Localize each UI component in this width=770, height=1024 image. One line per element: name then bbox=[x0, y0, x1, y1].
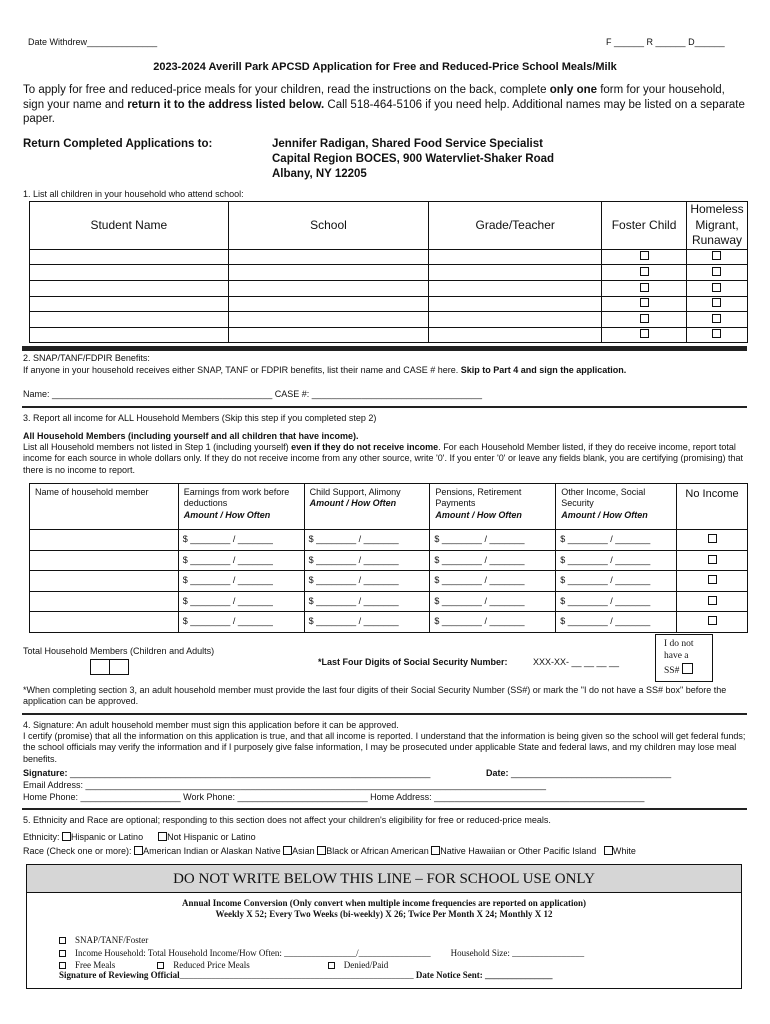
homeless-cell bbox=[686, 312, 747, 328]
total-members-label: Total Household Members (Children and Adults) bbox=[23, 646, 215, 656]
col-homeless: Homeless Migrant, Runaway bbox=[686, 202, 747, 250]
no-income-checkbox[interactable] bbox=[708, 616, 717, 625]
income-amount-cell[interactable]: $ ________ / _______ bbox=[178, 571, 304, 592]
section-divider bbox=[22, 406, 747, 408]
col-school: School bbox=[228, 202, 429, 250]
section-divider bbox=[22, 808, 747, 810]
school-use-box: DO NOT WRITE BELOW THIS LINE – FOR SCHOOL USE ONLY Annual Income Conversion (Only convert when multiple income frequencies are reported on application) Weekly X 52; Every Two Weeks (bi-weekly) X 26; Twice Per Month X 24; Monthly X 12 SNAP/TANF/Foster Income Household: Total Household Income/How Often: ________________/________________ Household Size: ________________ Free Meals Reduced Price Meals Denied/Paid Signature of Reviewing Official____________________________________________________ Date Notice Sent: _______________ bbox=[26, 864, 742, 989]
school-cell[interactable] bbox=[228, 280, 429, 296]
race-native-american-checkbox[interactable] bbox=[134, 846, 143, 855]
signature-row: Signature: ________________________________________________________________________ bbox=[23, 768, 431, 778]
no-income-checkbox[interactable] bbox=[708, 534, 717, 543]
col-foster-child: Foster Child bbox=[602, 202, 687, 250]
income-amount-cell[interactable]: $ ________ / _______ bbox=[304, 571, 430, 592]
income-amount-cell[interactable]: $ ________ / _______ bbox=[178, 612, 304, 633]
foster-child-checkbox[interactable] bbox=[640, 298, 649, 307]
race-row: Race (Check one or more): American Indian or Alaskan Native Asian Black or African American Native Hawaiian or Other Pacific Island White bbox=[23, 846, 636, 856]
income-amount-cell[interactable]: $ ________ / _______ bbox=[556, 550, 677, 571]
step3-bold-line: All Household Members (including yourself and all children that have income). bbox=[23, 431, 359, 441]
child-row bbox=[30, 280, 748, 296]
household-member-row bbox=[30, 550, 748, 571]
child-row bbox=[30, 249, 748, 265]
income-amount-cell[interactable]: $ ________ / _______ bbox=[430, 571, 556, 592]
no-income-checkbox[interactable] bbox=[708, 555, 717, 564]
reduced-meals-checkbox[interactable] bbox=[157, 962, 164, 969]
not-hispanic-checkbox[interactable] bbox=[158, 832, 167, 841]
income-amount-cell[interactable]: $ ________ / _______ bbox=[556, 571, 677, 592]
foster-cell bbox=[602, 249, 687, 265]
certify-text: I certify (promise) that all the information on this application is true, and that all income is reported. I understand that the information is being given so the school will get federal funds; the school officials may verify the information and if I purposely give false information, I may be prosecuted under applicable State and federal laws, and my children may lose meal benefits. bbox=[23, 731, 746, 764]
income-col-header: No Income bbox=[677, 484, 748, 530]
income-col-header: Pensions, Retirement Payments Amount / How Often bbox=[430, 484, 556, 530]
homeless-cell bbox=[686, 296, 747, 312]
conversion-line-1: Annual Income Conversion (Only convert when multiple income frequencies are reported on application) bbox=[182, 898, 586, 908]
hispanic-checkbox[interactable] bbox=[62, 832, 71, 841]
step5-heading: 5. Ethnicity and Race are optional; responding to this section does not affect your children's eligibility for free or reduced-price meals. bbox=[23, 815, 551, 825]
homeless-checkbox[interactable] bbox=[712, 314, 721, 323]
foster-cell bbox=[602, 265, 687, 281]
homeless-cell bbox=[686, 249, 747, 265]
member-name-cell[interactable] bbox=[30, 571, 179, 592]
member-name-cell[interactable] bbox=[30, 530, 179, 551]
homeless-cell bbox=[686, 265, 747, 281]
frd-field[interactable]: F ______ R ______ D______ bbox=[606, 37, 725, 47]
no-income-cell bbox=[677, 571, 748, 592]
income-household-checkbox[interactable] bbox=[59, 950, 66, 957]
date-field[interactable]: ________________________________ bbox=[508, 768, 672, 778]
school-cell[interactable] bbox=[228, 296, 429, 312]
no-income-cell bbox=[677, 612, 748, 633]
homeless-cell bbox=[686, 327, 747, 343]
free-meals-checkbox[interactable] bbox=[59, 962, 66, 969]
date-row: Date: ________________________________ bbox=[486, 768, 672, 778]
return-address: Jennifer Radigan, Shared Food Service Specialist Capital Region BOCES, 900 Watervliet-Shaker Road Albany, NY 12205 bbox=[272, 138, 555, 180]
col-student-name: Student Name bbox=[30, 202, 229, 250]
step2-heading: 2. SNAP/TANF/FDPIR Benefits: bbox=[23, 353, 150, 363]
step3-instructions: List all Household members not listed in Step 1 (including yourself) even if they do not receive income. For each Household Member listed, if they do receive income, report total income for each source in whole dollars only. If they do not receive income from any other source, write '0'. If you enter '0' or leave any fields blank, you are certifying (promising) that there is no income to report. bbox=[23, 442, 744, 475]
foster-child-checkbox[interactable] bbox=[640, 283, 649, 292]
step1-heading: 1. List all children in your household who attend school: bbox=[23, 189, 244, 199]
homeless-cell bbox=[686, 280, 747, 296]
income-amount-cell[interactable]: $ ________ / _______ bbox=[556, 530, 677, 551]
reviewing-signature-field[interactable]: ____________________________________________________ bbox=[179, 970, 414, 980]
household-member-row bbox=[30, 591, 748, 612]
student-name-cell[interactable] bbox=[30, 296, 229, 312]
ssn-note: *When completing section 3, an adult household member must provide the last four digits of their Social Security Number (SS#) or mark the "I do not have a SS# box" before the application can be approved. bbox=[23, 685, 727, 707]
no-ssn-box: I do not have a SS# bbox=[655, 634, 713, 682]
foster-cell bbox=[602, 280, 687, 296]
grade-teacher-cell[interactable] bbox=[429, 265, 602, 281]
return-label: Return Completed Applications to: bbox=[23, 138, 213, 150]
income-amount-cell[interactable]: $ ________ / _______ bbox=[304, 550, 430, 571]
section-divider bbox=[22, 713, 747, 715]
homeless-checkbox[interactable] bbox=[712, 251, 721, 260]
student-name-cell[interactable] bbox=[30, 265, 229, 281]
no-income-cell bbox=[677, 530, 748, 551]
child-row bbox=[30, 265, 748, 281]
child-row bbox=[30, 327, 748, 343]
step3-heading: 3. Report all income for ALL Household Members (Skip this step if you completed step 2) bbox=[23, 413, 377, 423]
income-col-header: Child Support, Alimony Amount / How Often bbox=[304, 484, 430, 530]
no-income-cell bbox=[677, 591, 748, 612]
no-ssn-checkbox[interactable] bbox=[682, 663, 693, 674]
student-name-cell[interactable] bbox=[30, 312, 229, 328]
foster-child-checkbox[interactable] bbox=[640, 267, 649, 276]
grade-teacher-cell[interactable] bbox=[429, 296, 602, 312]
col-grade-teacher: Grade/Teacher bbox=[429, 202, 602, 250]
student-name-cell[interactable] bbox=[30, 327, 229, 343]
income-col-header: Earnings from work before deductions Amount / How Often bbox=[178, 484, 304, 530]
email-field[interactable]: Email Address: ____________________________________________________________________________________________ bbox=[23, 780, 547, 790]
signature-field[interactable]: ________________________________________________________________________ bbox=[67, 768, 431, 778]
total-members-box[interactable] bbox=[90, 659, 129, 675]
ssn-label: *Last Four Digits of Social Security Number: bbox=[318, 657, 508, 667]
student-name-cell[interactable] bbox=[30, 249, 229, 265]
household-member-row bbox=[30, 612, 748, 633]
no-income-cell bbox=[677, 550, 748, 571]
member-name-cell[interactable] bbox=[30, 612, 179, 633]
school-cell[interactable] bbox=[228, 265, 429, 281]
income-amount-cell[interactable]: $ ________ / _______ bbox=[304, 591, 430, 612]
homeless-checkbox[interactable] bbox=[712, 283, 721, 292]
income-amount-cell[interactable]: $ ________ / _______ bbox=[430, 530, 556, 551]
intro-paragraph: To apply for free and reduced-price meals for your children, read the instructions on the back, complete only one form for your household, sign your name and return it to the address listed below. Call 518-464-5106 if you need help. Additional names may be listed on a separate paper. bbox=[23, 84, 745, 126]
member-name-cell[interactable] bbox=[30, 591, 179, 612]
income-table bbox=[29, 483, 748, 633]
race-black-checkbox[interactable] bbox=[317, 846, 326, 855]
grade-teacher-cell[interactable] bbox=[429, 327, 602, 343]
income-amount-cell[interactable]: $ ________ / _______ bbox=[178, 530, 304, 551]
race-white-checkbox[interactable] bbox=[604, 846, 613, 855]
ssn-field[interactable]: XXX-XX- __ __ __ __ bbox=[533, 657, 620, 667]
homeless-checkbox[interactable] bbox=[712, 329, 721, 338]
homeless-checkbox[interactable] bbox=[712, 298, 721, 307]
income-amount-cell[interactable]: $ ________ / _______ bbox=[430, 550, 556, 571]
ethnicity-row: Ethnicity: Hispanic or Latino Not Hispanic or Latino bbox=[23, 832, 256, 842]
step2-text: If anyone in your household receives either SNAP, TANF or FDPIR benefits, list their name and CASE # here. Skip to Part 4 and sign the application. bbox=[23, 365, 627, 375]
income-col-header: Other Income, Social Security Amount / How Often bbox=[556, 484, 677, 530]
foster-child-checkbox[interactable] bbox=[640, 314, 649, 323]
section-divider bbox=[22, 346, 747, 351]
member-name-cell[interactable] bbox=[30, 550, 179, 571]
denied-checkbox[interactable] bbox=[328, 962, 335, 969]
date-withdrew[interactable]: Date Withdrew______________ bbox=[28, 37, 158, 47]
child-row bbox=[30, 312, 748, 328]
grade-teacher-cell[interactable] bbox=[429, 249, 602, 265]
conversion-line-2: Weekly X 52; Every Two Weeks (bi-weekly) X 26; Twice Per Month X 24; Monthly X 12 bbox=[215, 909, 553, 920]
step4-heading: 4. Signature: An adult household member must sign this application before it can be approved. bbox=[23, 720, 399, 730]
no-income-checkbox[interactable] bbox=[708, 575, 717, 584]
race-pacific-islander-checkbox[interactable] bbox=[431, 846, 440, 855]
household-member-row bbox=[30, 571, 748, 592]
snap-checkbox[interactable] bbox=[59, 937, 66, 944]
snap-name-case-field[interactable]: Name: ____________________________________________ CASE #: __________________________________ bbox=[23, 389, 482, 399]
child-row bbox=[30, 296, 748, 312]
income-amount-cell[interactable]: $ ________ / _______ bbox=[304, 530, 430, 551]
income-amount-cell[interactable]: $ ________ / _______ bbox=[556, 612, 677, 633]
income-amount-cell[interactable]: $ ________ / _______ bbox=[430, 612, 556, 633]
foster-cell bbox=[602, 296, 687, 312]
school-cell[interactable] bbox=[228, 249, 429, 265]
no-income-checkbox[interactable] bbox=[708, 596, 717, 605]
income-amount-cell[interactable]: $ ________ / _______ bbox=[178, 591, 304, 612]
phones-address-field[interactable]: Home Phone: ____________________ Work Phone: __________________________ Home Address: __________________________________________ bbox=[23, 792, 645, 802]
income-amount-cell[interactable]: $ ________ / _______ bbox=[556, 591, 677, 612]
income-amount-cell[interactable]: $ ________ / _______ bbox=[178, 550, 304, 571]
household-member-row bbox=[30, 530, 748, 551]
foster-child-checkbox[interactable] bbox=[640, 329, 649, 338]
children-table bbox=[29, 201, 748, 343]
foster-cell bbox=[602, 312, 687, 328]
school-use-banner: DO NOT WRITE BELOW THIS LINE – FOR SCHOOL USE ONLY bbox=[27, 865, 741, 893]
school-cell[interactable] bbox=[228, 312, 429, 328]
grade-teacher-cell[interactable] bbox=[429, 280, 602, 296]
homeless-checkbox[interactable] bbox=[712, 267, 721, 276]
grade-teacher-cell[interactable] bbox=[429, 312, 602, 328]
income-col-header: Name of household member bbox=[30, 484, 179, 530]
school-cell[interactable] bbox=[228, 327, 429, 343]
page-title: 2023-2024 Averill Park APCSD Application for Free and Reduced-Price School Meals/Milk bbox=[153, 61, 617, 73]
income-amount-cell[interactable]: $ ________ / _______ bbox=[304, 612, 430, 633]
race-asian-checkbox[interactable] bbox=[283, 846, 292, 855]
foster-child-checkbox[interactable] bbox=[640, 251, 649, 260]
income-amount-cell[interactable]: $ ________ / _______ bbox=[430, 591, 556, 612]
student-name-cell[interactable] bbox=[30, 280, 229, 296]
foster-cell bbox=[602, 327, 687, 343]
